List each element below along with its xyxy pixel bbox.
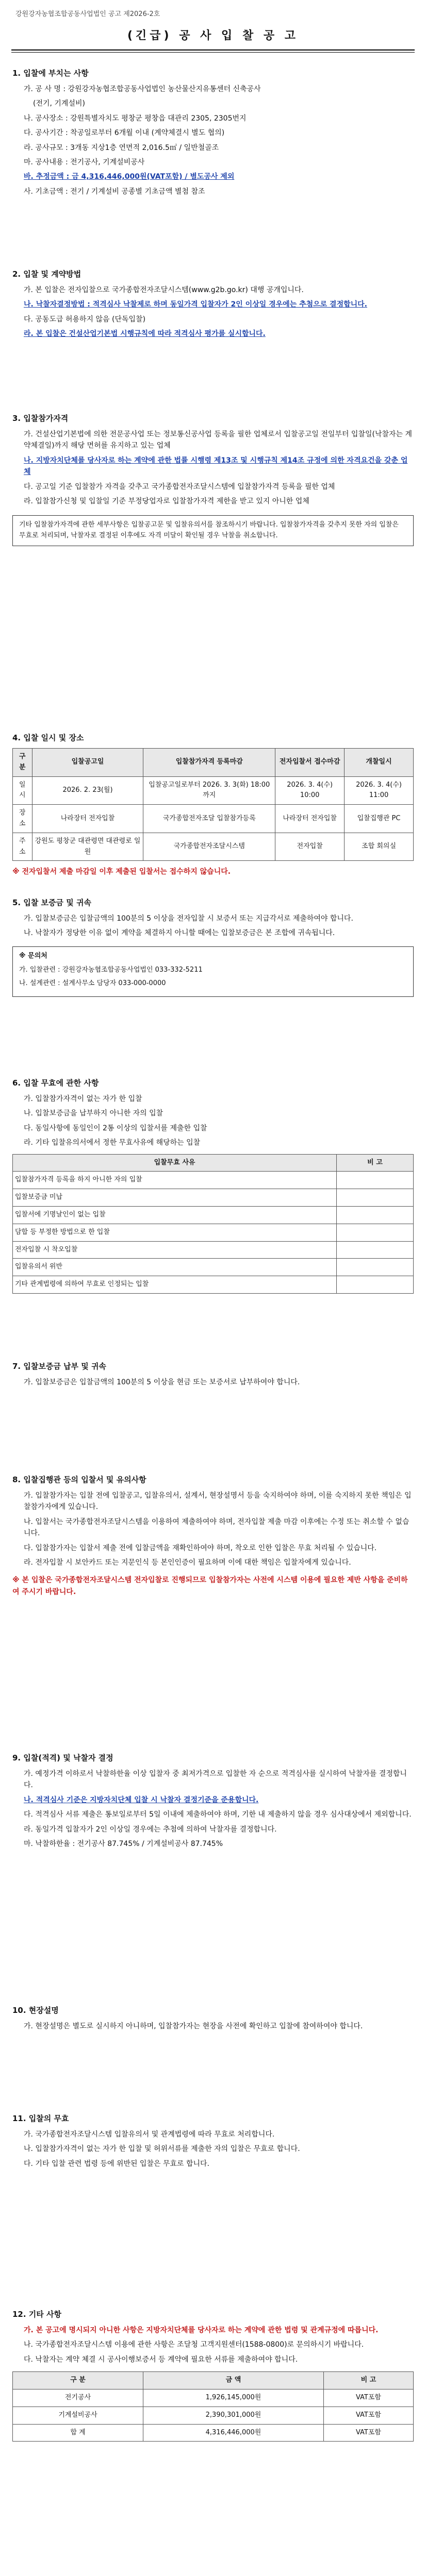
s1-line: 가. 공 사 명 : 강원강자농협조합공동사업법인 농산물산지유통센터 신축공사	[24, 85, 261, 93]
s11-line: 나. 입찰참가자격이 없는 자가 한 입찰 및 허위서류를 제출한 자의 입찰은 무효로 합니다.	[24, 2145, 300, 2154]
contact-box	[12, 946, 414, 997]
table-cell: 1,926,145,000원	[143, 2389, 324, 2406]
section-8-heading: 8. 입찰집행관 등의 입찰서 및 유의사항	[12, 1475, 146, 1484]
table-row	[13, 805, 414, 833]
s12-line: 나. 국가종합전자조달시스템 이용에 관한 사항은 조달청 고객지원센터(1588-0800)로 문의하시기 바랍니다.	[24, 2341, 364, 2349]
price-table	[12, 2371, 414, 2442]
table-row	[13, 2406, 414, 2424]
table-cell: 기계설비공사	[13, 2406, 143, 2424]
s8-line: 나. 입찰서는 국가종합전자조달시스템을 이용하여 제출하여야 하며, 전자입찰 제출 마감 이후에는 수정 또는 취소할 수 없습니다.	[24, 1517, 409, 1538]
table-header: 입찰참가자격 등록마감	[143, 749, 275, 777]
s9-line: 마. 낙찰하한율 : 전기공사 87.745% / 기계설비공사 87.745%	[24, 1839, 223, 1848]
table-cell: 담합 등 부정한 방법으로 한 입찰	[13, 1224, 337, 1241]
section-6-heading: 6. 입찰 무효에 관한 사항	[12, 1078, 99, 1088]
s9-line: 라. 동일가격 입찰자가 2인 이상일 경우에는 추첨에 의하여 낙찰자를 결정합니다.	[24, 1825, 277, 1834]
table-cell: 기타 관계법령에 의하여 무효로 인정되는 입찰	[13, 1276, 337, 1294]
table-cell	[337, 1172, 414, 1189]
table-cell: 2026. 3. 4(수) 10:00	[275, 776, 345, 805]
section-2-heading: 2. 입찰 및 계약방법	[12, 269, 81, 279]
section-4	[12, 732, 414, 881]
table-cell	[337, 1206, 414, 1224]
s9-line: 나. 적격심사 기준은 지방자치단체 입찰 시 낙찰자 결정기준을 준용합니다.	[24, 1795, 259, 1804]
table-cell: 나라장터 전자입찰	[32, 805, 143, 833]
s11-line: 다. 기타 입찰 관련 법령 등에 위반된 입찰은 무효로 합니다.	[24, 2159, 210, 2168]
table-cell	[337, 1224, 414, 1241]
table-cell: 2,390,301,000원	[143, 2406, 324, 2424]
table-row	[13, 1276, 414, 1294]
s2-line: 다. 공동도급 허용하지 않음 (단독입찰)	[24, 315, 146, 324]
section-3	[12, 412, 414, 546]
notice-number: 강원강자농협조합공동사업법인 공고 제2026-2호	[15, 10, 160, 18]
table-row	[13, 1224, 414, 1241]
s9-line: 다. 적격심사 서류 제출은 통보일로부터 5일 이내에 제출하여야 하며, 기한 내 제출하지 않을 경우 심사대상에서 제외합니다.	[24, 1810, 412, 1819]
section-9	[12, 1752, 414, 1853]
section-4-heading: 4. 입찰 일시 및 장소	[12, 733, 84, 742]
table-cell: 국가종합전자조달시스템	[143, 833, 275, 861]
s2-line: 가. 본 입찰은 전자입찰으로 국가종합전자조달시스템(www.g2b.go.kr) 대행 공개입니다.	[24, 286, 304, 294]
table-cell	[337, 1189, 414, 1207]
table-header: 구 분	[13, 749, 32, 777]
s12-line: 다. 낙찰자는 계약 체결 시 공사이행보증서 등 계약에 필요한 서류를 제출하여야 합니다.	[24, 2355, 298, 2364]
section-12	[12, 2308, 414, 2442]
s8-line: 다. 입찰참가자는 입찰서 제출 전에 입찰금액을 재확인하여야 하며, 착오로 인한 입찰은 무효 처리될 수 있습니다.	[24, 1544, 377, 1552]
s5-line: 나. 낙찰자가 정당한 이유 없이 계약을 체결하지 아니할 때에는 입찰보증금은 본 조합에 귀속됩니다.	[24, 929, 335, 938]
section-5	[12, 896, 414, 997]
s11-line: 가. 국가종합전자조달시스템 입찰유의서 및 관계법령에 따라 무효로 처리합니다.	[24, 2130, 275, 2139]
table-cell: 전기공사	[13, 2389, 143, 2406]
table-cell: 강원도 평창군 대관령면 대관령로 일원	[32, 833, 143, 861]
section-5-heading: 5. 입찰 보증금 및 귀속	[12, 898, 91, 907]
s6-line: 가. 입찰참가자격이 없는 자가 한 입찰	[24, 1095, 142, 1103]
section-7-heading: 7. 입찰보증금 납부 및 귀속	[12, 1362, 106, 1371]
table-cell: VAT포함	[323, 2424, 413, 2442]
table-cell: 나라장터 전자입찰	[275, 805, 345, 833]
table-cell: 2026. 3. 4(수) 11:00	[345, 776, 414, 805]
s8-notice: ※ 본 입찰은 국가종합전자조달시스템 전자입찰로 진행되므로 입찰참가자는 사전에 시스템 이용에 필요한 제반 사항을 준비하여 주시기 바랍니다.	[12, 1576, 408, 1596]
title-divider	[11, 49, 415, 53]
s8-line: 라. 전자입찰 시 보안카드 또는 지문인식 등 본인인증이 필요하며 이에 대한 책임은 입찰자에게 있습니다.	[24, 1558, 351, 1567]
table-header: 비 고	[323, 2372, 413, 2389]
table-row	[13, 833, 414, 861]
section-12-heading: 12. 기타 사항	[12, 2310, 61, 2319]
table-header: 개찰일시	[345, 749, 414, 777]
page-title: (긴급) 공 사 입 찰 공 고	[127, 29, 299, 42]
s1-line: 바. 추정금액 : 금 4,316,446,000원(VAT포함) / 별도공사 제외	[24, 173, 235, 181]
table-cell: 입찰참가자격 등록을 하지 아니한 자의 입찰	[13, 1172, 337, 1189]
contact-line: 가. 입찰관련 : 강원강자농협조합공동사업법인 033-332-5211	[19, 965, 203, 974]
table-cell: 장 소	[13, 805, 32, 833]
table-header: 금 액	[143, 2372, 324, 2389]
section-6	[12, 1077, 414, 1294]
table-cell: 입찰집행관 PC	[345, 805, 414, 833]
table-row	[13, 1206, 414, 1224]
table-cell: VAT포함	[323, 2406, 413, 2424]
table-cell: 입찰서에 기명날인이 없는 입찰	[13, 1206, 337, 1224]
s10-line: 가. 현장설명은 별도로 실시하지 아니하며, 입찰참가자는 현장을 사전에 확인하고 입찰에 참여하여야 합니다.	[24, 2022, 363, 2030]
table-row	[13, 776, 414, 805]
section-9-heading: 9. 입찰(적격) 및 낙찰자 결정	[12, 1753, 113, 1762]
table-header: 입찰무효 사유	[13, 1154, 337, 1172]
contact-line: 나. 설계관련 : 설계사무소 담당자 033-000-0000	[19, 979, 166, 988]
s1-line: 다. 공사기간 : 착공일로부터 6개월 이내 (계약체결시 별도 협의)	[24, 129, 225, 138]
table-cell: 입찰유의서 위반	[13, 1259, 337, 1276]
s6-line: 다. 동일사항에 동일인이 2통 이상의 입찰서를 제출한 입찰	[24, 1124, 207, 1132]
invalid-table	[12, 1154, 414, 1294]
s1-line: 마. 공사내용 : 전기공사, 기계설비공사	[24, 158, 145, 166]
s2-line: 라. 본 입찰은 건설산업기본법 시행규칙에 따라 적격심사 평가를 실시합니다.	[24, 330, 266, 338]
s3-line: 가. 건설산업기본법에 의한 전문공사업 또는 정보통신공사업 등록을 필한 업체로서 입찰공고일 전일부터 입찰일(낙찰자는 계약체결일)까지 해당 면허를 유지하고 있는 업체	[24, 430, 413, 450]
s1-line: 라. 공사규모 : 3개동 지상1층 연면적 2,016.5㎡ / 일반철골조	[24, 143, 219, 152]
s6-line: 나. 입찰보증금을 납부하지 아니한 자의 입찰	[24, 1109, 163, 1118]
s7-line: 가. 입찰보증금은 입찰금액의 100분의 5 이상을 현금 또는 보증서로 납부하여야 합니다.	[24, 1378, 300, 1386]
table-cell: 국가종합전자조달 입찰참가등록	[143, 805, 275, 833]
table-row	[13, 1172, 414, 1189]
s12-line: 가. 본 공고에 명시되지 아니한 사항은 지방자치단체를 당사자로 하는 계약에 관한 법령 및 관계규정에 따릅니다.	[24, 2326, 379, 2334]
s5-line: 가. 입찰보증금은 입찰금액의 100분의 5 이상을 전자입찰 시 보증서 또는 지급각서로 제출하여야 합니다.	[24, 914, 353, 923]
table-row	[13, 1241, 414, 1259]
table-cell: 4,316,446,000원	[143, 2424, 324, 2442]
table-cell: 전자입찰	[275, 833, 345, 861]
table-cell: 합 계	[13, 2424, 143, 2442]
schedule-table	[12, 748, 414, 861]
table-row	[13, 1189, 414, 1207]
table-cell	[337, 1241, 414, 1259]
section-2	[12, 268, 414, 343]
section-3-heading: 3. 입찰참가자격	[12, 414, 69, 423]
section-10	[12, 2004, 414, 2035]
table-cell: 입찰공고일로부터 2026. 3. 3(화) 18:00까지	[143, 776, 275, 805]
s2-line: 나. 낙찰자결정방법 : 적격심사 낙찰제로 하며 동일가격 입찰자가 2인 이상일 경우에는 추첨으로 결정합니다.	[24, 300, 367, 309]
s8-line: 가. 입찰참가자는 입찰 전에 입찰공고, 입찰유의서, 설계서, 현장설명서 등을 숙지하여야 하며, 이를 숙지하지 못한 책임은 입찰참가자에게 있습니다.	[24, 1492, 412, 1512]
table-header: 전자입찰서 접수마감	[275, 749, 345, 777]
s3-note: 기타 입찰참가자격에 관한 세부사항은 입찰공고문 및 입찰유의서를 참조하시기 바랍니다. 입찰참가자격을 갖추지 못한 자의 입찰은 무효로 처리되며, 낙찰자로 결정된 이후에도 자격 미달이 확인될 경우 낙찰을 취소합니다.	[12, 515, 414, 546]
section-10-heading: 10. 현장설명	[12, 2006, 59, 2015]
s3-line: 나. 지방자치단체를 당사자로 하는 계약에 관한 법률 시행령 제13조 및 시행규칙 제14조 규정에 의한 자격요건을 갖춘 업체	[24, 456, 408, 477]
table-cell: 일 시	[13, 776, 32, 805]
table-row	[13, 1259, 414, 1276]
s4-note: ※ 전자입찰서 제출 마감일 이후 제출된 입찰서는 접수하지 않습니다.	[12, 868, 231, 876]
section-1	[12, 67, 414, 200]
table-row	[13, 2389, 414, 2406]
table-cell: 조합 회의실	[345, 833, 414, 861]
s1-line: 사. 기초금액 : 전기 / 기계설비 공종별 기초금액 별첨 참조	[24, 187, 205, 196]
table-cell	[337, 1276, 414, 1294]
table-cell	[337, 1259, 414, 1276]
table-cell: 전자입찰 시 착오입찰	[13, 1241, 337, 1259]
table-cell: 입찰보증금 미납	[13, 1189, 337, 1207]
s6-line: 라. 기타 입찰유의서에서 정한 무효사유에 해당하는 입찰	[24, 1139, 201, 1147]
table-header: 입찰공고일	[32, 749, 143, 777]
section-1-heading: 1. 입찰에 부치는 사항	[12, 69, 89, 78]
section-11	[12, 2112, 414, 2173]
table-header: 구 분	[13, 2372, 143, 2389]
s1-line: (전기, 기계설비)	[33, 99, 85, 108]
s3-line: 다. 공고일 기준 입찰참가 자격을 갖추고 국가종합전자조달시스템에 입찰참가자격 등록을 필한 업체	[24, 482, 335, 491]
s9-line: 가. 예정가격 이하로서 낙찰하한율 이상 입찰자 중 최저가격으로 입찰한 자 순으로 적격심사를 실시하여 낙찰자를 결정합니다.	[24, 1770, 407, 1790]
section-11-heading: 11. 입찰의 무효	[12, 2114, 69, 2123]
contact-title: ※ 문의처	[19, 952, 47, 960]
s3-line: 라. 입찰참가신청 및 입찰일 기준 부정당업자로 입찰참가자격 제한을 받고 있지 아니한 업체	[24, 497, 309, 505]
table-row	[13, 2424, 414, 2442]
table-cell: 주 소	[13, 833, 32, 861]
table-cell: 2026. 2. 23(월)	[32, 776, 143, 805]
section-7	[12, 1360, 414, 1391]
section-8	[12, 1473, 414, 1601]
s1-line: 나. 공사장소 : 강원특별자치도 평창군 평창읍 대관리 2305, 2305번지	[24, 114, 247, 123]
table-header: 비 고	[337, 1154, 414, 1172]
table-cell: VAT포함	[323, 2389, 413, 2406]
